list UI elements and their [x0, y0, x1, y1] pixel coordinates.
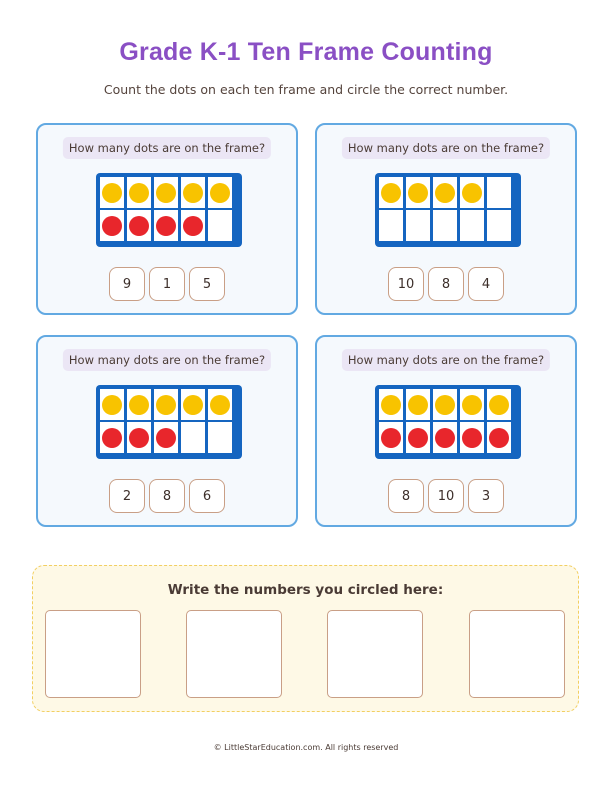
answer-option[interactable]: 4: [468, 267, 504, 301]
frame-cell: [100, 422, 124, 453]
copyright-footer: © LittleStarEducation.com. All rights reserved: [213, 743, 399, 752]
frame-cell: [379, 389, 403, 420]
frame-cell: [379, 422, 403, 453]
ten-frame: [96, 385, 242, 459]
frame-cell: [487, 389, 511, 420]
answer-slot-3[interactable]: [327, 610, 423, 698]
yellow-dot: [102, 183, 122, 203]
problem-question: How many dots are on the frame?: [63, 137, 271, 159]
answer-option[interactable]: 9: [109, 267, 145, 301]
yellow-dot: [156, 183, 176, 203]
ten-frame: [375, 173, 521, 247]
red-dot: [381, 428, 401, 448]
frame-cell: [208, 422, 232, 453]
yellow-dot: [210, 395, 230, 415]
red-dot: [156, 216, 176, 236]
ten-frame: [375, 385, 521, 459]
frame-cell: [406, 177, 430, 208]
yellow-dot: [156, 395, 176, 415]
page-instructions: Count the dots on each ten frame and circle the correct number.: [103, 82, 509, 97]
frame-cell: [406, 422, 430, 453]
frame-cell: [181, 422, 205, 453]
frame-cell: [100, 177, 124, 208]
frame-cell: [127, 422, 151, 453]
frame-cell: [460, 389, 484, 420]
red-dot: [462, 428, 482, 448]
problem-question: How many dots are on the frame?: [342, 137, 550, 159]
frame-cell: [406, 389, 430, 420]
yellow-dot: [129, 183, 149, 203]
answer-option[interactable]: 8: [388, 479, 424, 513]
frame-cell: [154, 422, 178, 453]
frame-cell: [433, 177, 457, 208]
red-dot: [129, 216, 149, 236]
frame-cell: [433, 422, 457, 453]
frame-cell: [154, 210, 178, 241]
problem-card-4: [315, 335, 577, 527]
yellow-dot: [435, 395, 455, 415]
frame-cell: [460, 422, 484, 453]
yellow-dot: [462, 183, 482, 203]
answer-slot-2[interactable]: [186, 610, 282, 698]
frame-cell: [208, 210, 232, 241]
yellow-dot: [129, 395, 149, 415]
frame-cell: [100, 210, 124, 241]
answer-option[interactable]: 10: [428, 479, 464, 513]
frame-cell: [100, 389, 124, 420]
red-dot: [156, 428, 176, 448]
frame-cell: [487, 210, 511, 241]
yellow-dot: [408, 183, 428, 203]
frame-cell: [127, 177, 151, 208]
yellow-dot: [381, 395, 401, 415]
frame-cell: [208, 177, 232, 208]
frame-cell: [487, 422, 511, 453]
yellow-dot: [102, 395, 122, 415]
answer-options: [317, 479, 575, 513]
frame-cell: [181, 389, 205, 420]
frame-cell: [460, 210, 484, 241]
problem-card-1: [36, 123, 298, 315]
answer-option[interactable]: 6: [189, 479, 225, 513]
frame-cell: [460, 177, 484, 208]
frame-cell: [487, 177, 511, 208]
frame-cell: [208, 389, 232, 420]
answer-option[interactable]: 1: [149, 267, 185, 301]
problem-question: How many dots are on the frame?: [342, 349, 550, 371]
red-dot: [435, 428, 455, 448]
ten-frame: [96, 173, 242, 247]
yellow-dot: [408, 395, 428, 415]
answer-slot-1[interactable]: [45, 610, 141, 698]
yellow-dot: [381, 183, 401, 203]
answer-option[interactable]: 5: [189, 267, 225, 301]
frame-cell: [433, 210, 457, 241]
answer-option[interactable]: 8: [149, 479, 185, 513]
problem-card-2: [315, 123, 577, 315]
answer-section: [32, 565, 579, 712]
red-dot: [183, 216, 203, 236]
answer-section-label: Write the numbers you circled here:: [167, 582, 444, 598]
answer-option[interactable]: 8: [428, 267, 464, 301]
answer-options: [38, 479, 296, 513]
answer-options: [317, 267, 575, 301]
frame-cell: [379, 177, 403, 208]
problem-question: How many dots are on the frame?: [63, 349, 271, 371]
red-dot: [102, 216, 122, 236]
answer-option[interactable]: 10: [388, 267, 424, 301]
red-dot: [102, 428, 122, 448]
frame-cell: [433, 389, 457, 420]
answer-option[interactable]: 2: [109, 479, 145, 513]
frame-cell: [154, 389, 178, 420]
red-dot: [129, 428, 149, 448]
answer-options: [38, 267, 296, 301]
frame-cell: [181, 177, 205, 208]
yellow-dot: [183, 395, 203, 415]
frame-cell: [406, 210, 430, 241]
yellow-dot: [183, 183, 203, 203]
frame-cell: [181, 210, 205, 241]
answer-option[interactable]: 3: [468, 479, 504, 513]
frame-cell: [127, 389, 151, 420]
red-dot: [489, 428, 509, 448]
answer-slot-4[interactable]: [469, 610, 565, 698]
frame-cell: [154, 177, 178, 208]
yellow-dot: [462, 395, 482, 415]
yellow-dot: [489, 395, 509, 415]
problem-card-3: [36, 335, 298, 527]
yellow-dot: [435, 183, 455, 203]
page-title: Grade K-1 Ten Frame Counting: [119, 38, 493, 66]
frame-cell: [127, 210, 151, 241]
yellow-dot: [210, 183, 230, 203]
frame-cell: [379, 210, 403, 241]
red-dot: [408, 428, 428, 448]
